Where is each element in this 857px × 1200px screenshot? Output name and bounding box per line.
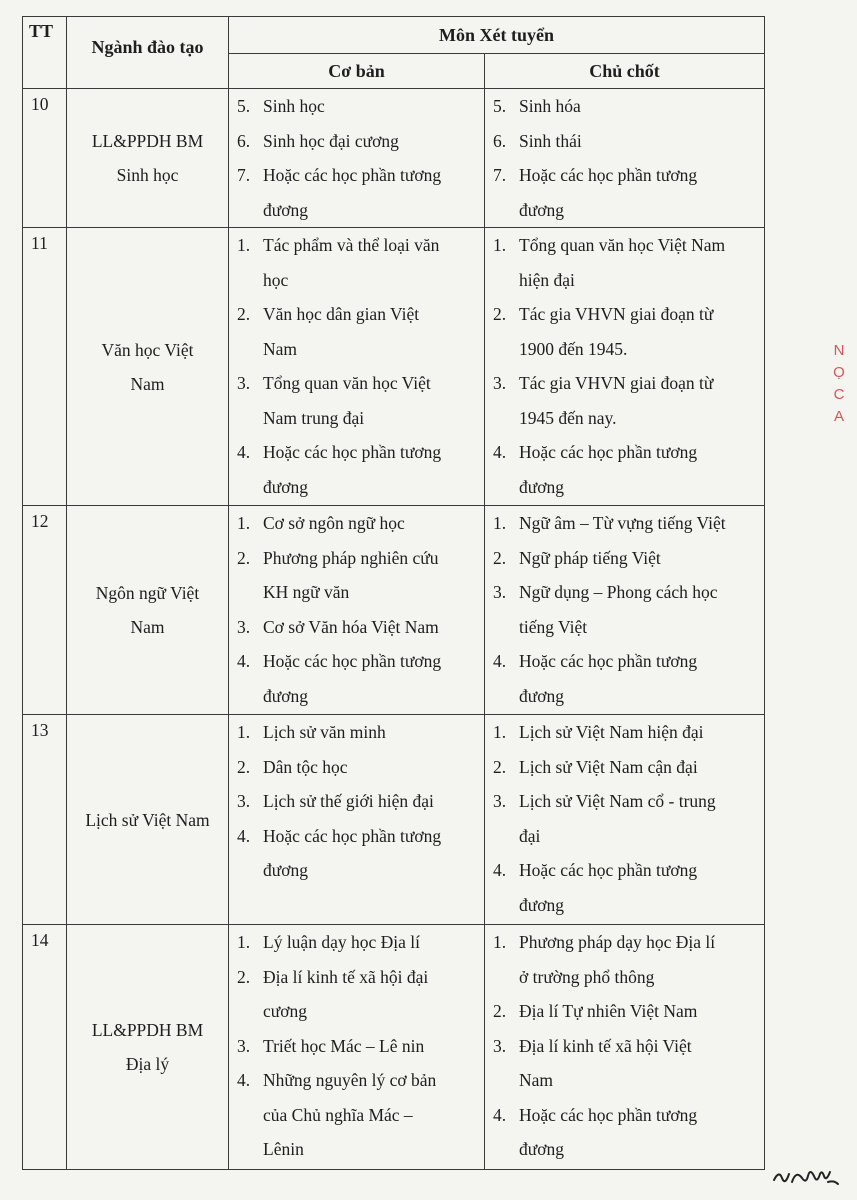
subject-text-line: Hoặc các học phần tương xyxy=(519,442,698,462)
subject-number: 1. xyxy=(237,513,251,533)
subject-item xyxy=(493,1029,758,1098)
core-subject-list xyxy=(485,506,764,713)
subject-number: 5. xyxy=(237,96,251,116)
subject-text-line: Cơ sở Văn hóa Việt Nam xyxy=(263,616,439,637)
subject-number: 1. xyxy=(493,235,507,255)
row-number: 12 xyxy=(23,506,67,715)
subject-number: 1. xyxy=(493,722,507,742)
subject-text-line: Tổng quan văn học Việt Nam xyxy=(519,235,726,255)
subject-text-line: Phương pháp dạy học Địa lí xyxy=(519,932,716,952)
subject-number: 3. xyxy=(237,1035,251,1056)
row-number: 13 xyxy=(23,715,67,925)
row-number: 14 xyxy=(23,925,67,1170)
subject-text-line: Dân tộc học xyxy=(263,756,348,777)
subject-item xyxy=(493,228,758,297)
subject-number: 1. xyxy=(237,235,251,255)
subject-item xyxy=(237,124,478,159)
subject-item xyxy=(237,925,478,960)
subject-text-line: hiện đại xyxy=(519,269,575,290)
subject-item xyxy=(237,610,478,645)
subject-item xyxy=(237,506,478,541)
subject-text-line: đại xyxy=(519,825,541,846)
major-name-line: Sinh học xyxy=(116,165,179,185)
subject-text-line: Nam xyxy=(263,338,298,359)
table-body xyxy=(23,89,765,1170)
subject-text-line: Lênin xyxy=(263,1139,304,1159)
subject-text-line: đương xyxy=(263,199,308,220)
subject-number: 6. xyxy=(493,130,507,151)
subject-number: 2. xyxy=(237,756,251,777)
subject-text-line: đương xyxy=(519,199,564,220)
subject-item xyxy=(237,819,478,888)
core-subject-list xyxy=(485,228,764,504)
subject-item xyxy=(237,784,478,819)
subject-text-line: của Chủ nghĩa Mác – xyxy=(263,1104,413,1125)
subject-item xyxy=(237,435,478,504)
subject-item xyxy=(493,853,758,922)
basic-subject-list xyxy=(229,715,484,888)
subject-text-line: Những nguyên lý cơ bản xyxy=(263,1070,437,1090)
subject-item xyxy=(493,124,758,159)
table-row xyxy=(23,925,765,1170)
subject-text-line: Tác phẩm và thể loại văn xyxy=(263,235,440,255)
subject-number: 1. xyxy=(237,722,251,742)
subject-text-line: Hoặc các học phần tương xyxy=(263,442,442,462)
subject-text-line: Văn học dân gian Việt xyxy=(263,304,420,324)
subject-number: 1. xyxy=(493,513,507,533)
subject-text-line: Nam xyxy=(519,1070,554,1090)
major-name-line: Nam xyxy=(130,373,165,394)
subject-number: 7. xyxy=(493,165,507,185)
subject-text-line: ở trường phổ thông xyxy=(519,966,655,987)
major-name-line: Nam xyxy=(130,617,165,637)
subject-number: 3. xyxy=(237,616,251,637)
subject-number: 3. xyxy=(237,791,251,811)
subject-text-line: Sinh học xyxy=(263,96,325,116)
subject-text-line: Cơ sở ngôn ngữ học xyxy=(263,513,405,533)
subject-number: 3. xyxy=(237,373,251,393)
header-core: Chủ chốt xyxy=(485,54,765,89)
subject-number: 4. xyxy=(493,1104,507,1125)
subject-text-line: Tác gia VHVN giai đoạn từ xyxy=(519,304,714,324)
subject-number: 4. xyxy=(237,651,251,671)
subject-text-line: Ngữ dụng – Phong cách học xyxy=(519,582,718,602)
subject-text-line: Sinh học đại cương xyxy=(263,130,399,151)
subject-text-line: 1900 đến 1945. xyxy=(519,338,628,359)
basic-subjects-cell xyxy=(229,89,485,228)
subject-text-line: Địa lí kinh tế xã hội Việt xyxy=(519,1035,692,1056)
header-subject-group: Môn Xét tuyển xyxy=(229,17,765,54)
major-name-line: Lịch sử Việt Nam xyxy=(85,809,210,830)
subject-number: 3. xyxy=(493,1035,507,1056)
subject-item xyxy=(237,644,478,713)
header-major: Ngành đào tạo xyxy=(67,17,229,89)
subject-item xyxy=(493,89,758,124)
basic-subject-list xyxy=(229,89,484,227)
subject-text-line: Lịch sử thế giới hiện đại xyxy=(263,791,434,811)
core-subject-list xyxy=(485,89,764,227)
subject-item xyxy=(237,158,478,227)
table-row xyxy=(23,506,765,715)
core-subjects-cell xyxy=(485,925,765,1170)
subject-text-line: Lịch sử Việt Nam cận đại xyxy=(519,756,698,777)
subject-item xyxy=(493,506,758,541)
subject-text-line: Ngữ âm – Từ vựng tiếng Việt xyxy=(519,513,726,533)
subject-item xyxy=(493,750,758,785)
subject-text-line: đương xyxy=(519,685,564,706)
subject-text-line: Hoặc các học phần tương xyxy=(519,165,698,185)
initials-signature xyxy=(770,1158,842,1192)
subject-text-line: Hoặc các học phần tương xyxy=(263,651,442,671)
subject-number: 3. xyxy=(493,582,507,602)
table-row xyxy=(23,89,765,228)
subject-item xyxy=(237,297,478,366)
header-tt: TT xyxy=(23,17,67,89)
table-header xyxy=(23,17,765,89)
subject-text-line: cương xyxy=(263,1001,308,1021)
subject-item xyxy=(493,435,758,504)
major-name-line: LL&PPDH BM xyxy=(91,1020,204,1040)
subject-item xyxy=(237,1029,478,1064)
subject-text-line: đương xyxy=(263,476,308,497)
subject-text-line: học xyxy=(263,269,289,290)
subject-number: 2. xyxy=(237,304,251,324)
subject-item xyxy=(493,158,758,227)
subject-item xyxy=(237,366,478,435)
subject-item xyxy=(493,366,758,435)
subject-item xyxy=(237,541,478,610)
header-basic: Cơ bản xyxy=(229,54,485,89)
subject-number: 4. xyxy=(493,442,507,462)
margin-stamp-fragment: N Ọ C A xyxy=(833,342,845,425)
subject-text-line: Hoặc các học phần tương xyxy=(519,1104,698,1125)
table-row xyxy=(23,228,765,506)
subject-text-line: Lịch sử văn minh xyxy=(263,722,386,742)
table-row xyxy=(23,715,765,925)
basic-subject-list xyxy=(229,506,484,713)
subject-text-line: Sinh hóa xyxy=(519,96,581,116)
major-name-line: LL&PPDH BM xyxy=(91,131,204,151)
subject-text-line: Sinh thái xyxy=(519,130,582,151)
subject-number: 4. xyxy=(237,1070,251,1090)
basic-subjects-cell xyxy=(229,506,485,715)
core-subjects-cell xyxy=(485,715,765,925)
subject-text-line: 1945 đến nay. xyxy=(519,407,617,428)
row-number: 11 xyxy=(23,228,67,506)
subject-number: 3. xyxy=(493,373,507,393)
subject-item xyxy=(237,1063,478,1167)
subject-item xyxy=(237,715,478,750)
subject-text-line: Triết học Mác – Lê nin xyxy=(263,1035,425,1056)
major-name-line: Địa lý xyxy=(125,1054,170,1074)
subject-number: 3. xyxy=(493,791,507,811)
subject-text-line: đương xyxy=(519,1139,564,1159)
subject-text-line: Tổng quan văn học Việt xyxy=(263,373,431,393)
major-name xyxy=(67,228,229,506)
subject-item xyxy=(493,715,758,750)
subject-text-line: Nam trung đại xyxy=(263,407,365,428)
subject-item xyxy=(237,960,478,1029)
subject-number: 7. xyxy=(237,165,251,185)
subject-number: 2. xyxy=(493,304,507,324)
subject-text-line: KH ngữ văn xyxy=(263,582,350,602)
subject-item xyxy=(493,784,758,853)
subject-number: 6. xyxy=(237,130,251,151)
row-number: 10 xyxy=(23,89,67,228)
subject-text-line: Địa lí kinh tế xã hội đại xyxy=(263,966,429,987)
subject-text-line: Hoặc các học phần tương xyxy=(519,651,698,671)
subject-item xyxy=(237,228,478,297)
subject-text-line: Lịch sử Việt Nam cổ - trung xyxy=(519,791,716,811)
subject-item xyxy=(237,89,478,124)
subject-number: 1. xyxy=(493,932,507,952)
major-name xyxy=(67,506,229,715)
subject-text-line: Hoặc các học phần tương xyxy=(263,825,442,846)
core-subjects-cell xyxy=(485,228,765,506)
basic-subjects-cell xyxy=(229,228,485,506)
subject-text-line: đương xyxy=(263,685,308,706)
subject-text-line: Hoặc các học phần tương xyxy=(263,165,442,185)
basic-subject-list xyxy=(229,228,484,504)
subject-text-line: Lý luận dạy học Địa lí xyxy=(263,932,420,952)
subject-item xyxy=(493,644,758,713)
basic-subjects-cell xyxy=(229,715,485,925)
subject-item xyxy=(493,575,758,644)
core-subjects-cell xyxy=(485,506,765,715)
subject-item xyxy=(493,994,758,1029)
major-name-line: Văn học Việt xyxy=(101,339,194,360)
core-subject-list xyxy=(485,925,764,1167)
subject-text-line: đương xyxy=(519,476,564,497)
subject-text-line: Hoặc các học phần tương xyxy=(519,860,698,880)
subject-number: 5. xyxy=(493,96,507,116)
subject-number: 2. xyxy=(237,966,251,987)
subject-item xyxy=(493,297,758,366)
subject-number: 2. xyxy=(493,1001,507,1021)
subject-item xyxy=(493,1098,758,1167)
subject-number: 4. xyxy=(493,860,507,880)
subject-number: 4. xyxy=(237,442,251,462)
subject-number: 2. xyxy=(493,547,507,568)
subject-text-line: tiếng Việt xyxy=(519,616,588,637)
major-name xyxy=(67,89,229,228)
basic-subject-list xyxy=(229,925,484,1167)
subject-text-line: Tác gia VHVN giai đoạn từ xyxy=(519,373,714,393)
subject-number: 4. xyxy=(237,825,251,846)
core-subject-list xyxy=(485,715,764,922)
subject-text-line: Phương pháp nghiên cứu xyxy=(263,547,439,568)
subject-item xyxy=(493,541,758,576)
subject-number: 4. xyxy=(493,651,507,671)
subject-item xyxy=(493,925,758,994)
subject-text-line: Ngữ pháp tiếng Việt xyxy=(519,547,661,568)
subject-number: 2. xyxy=(493,756,507,777)
subject-number: 1. xyxy=(237,932,251,952)
major-name xyxy=(67,715,229,925)
basic-subjects-cell xyxy=(229,925,485,1170)
subject-number: 2. xyxy=(237,547,251,568)
admission-subjects-table xyxy=(22,16,765,1170)
subject-item xyxy=(237,750,478,785)
core-subjects-cell xyxy=(485,89,765,228)
subject-text-line: Lịch sử Việt Nam hiện đại xyxy=(519,722,704,742)
subject-text-line: Địa lí Tự nhiên Việt Nam xyxy=(519,1001,698,1021)
major-name xyxy=(67,925,229,1170)
subject-text-line: đương xyxy=(519,894,564,915)
major-name-line: Ngôn ngữ Việt xyxy=(95,583,200,603)
subject-text-line: đương xyxy=(263,860,308,880)
